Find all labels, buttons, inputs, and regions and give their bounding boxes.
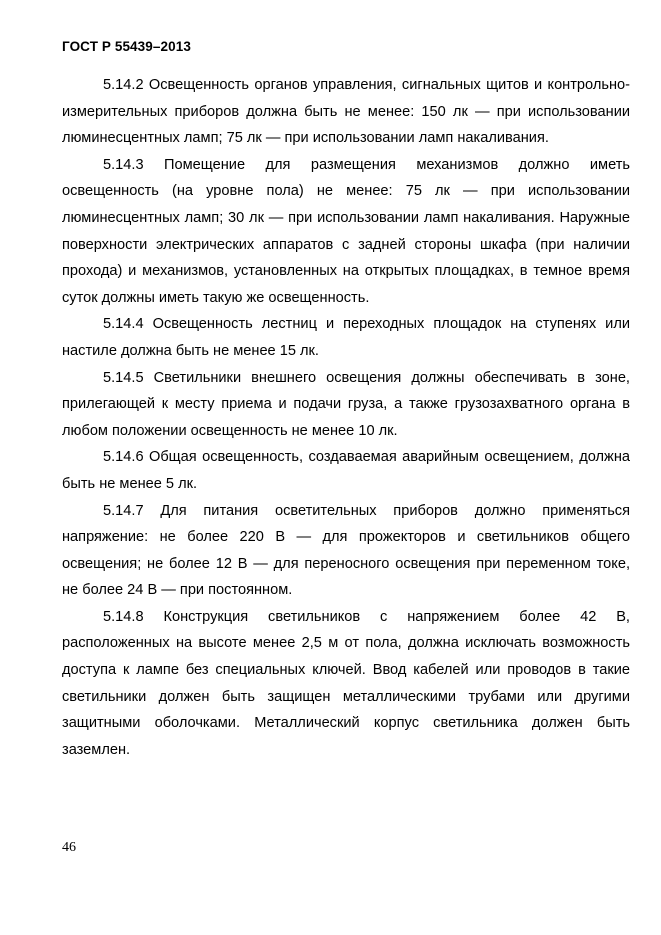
page-number: 46 xyxy=(62,840,76,855)
paragraph-5-14-5: 5.14.5 Светильники внешнего освещения должны обеспечивать в зоне, прилегающей к месту приема и подачи груза, а также грузозахватного органа в любом положении освещенность не менее 10 лк. xyxy=(62,369,630,439)
document-body xyxy=(62,72,630,763)
paragraph-5-14-7: 5.14.7 Для питания осветительных приборов должно применяться напряжение: не более 220 В — для прожекторов и светильников общего освещения; не более 12 В — для переносного освещения при переменном токе, не более 24 В — при постоянном. xyxy=(62,502,630,599)
document-header: ГОСТ Р 55439–2013 xyxy=(62,39,191,54)
paragraph-5-14-2: 5.14.2 Освещенность органов управления, сигнальных щитов и контрольно-измерительных приборов должна быть не менее: 150 лк — при использовании люминесцентных ламп; 75 лк — при использовании ламп накаливания. xyxy=(62,77,630,147)
paragraph-5-14-8: 5.14.8 Конструкция светильников с напряжением более 42 В, расположенных на высоте менее 2,5 м от пола, должна исключать возможность доступа к лампе без специальных ключей. Ввод кабелей или проводов в такие светильники должен быть защищен металлическими трубами или другими защитными оболочками. Металлический корпус светильника должен быть заземлен. xyxy=(62,608,630,758)
paragraph-5-14-4: 5.14.4 Освещенность лестниц и переходных площадок на ступенях или настиле должна быть не менее 15 лк. xyxy=(62,316,630,359)
paragraph-5-14-6: 5.14.6 Общая освещенность, создаваемая аварийным освещением, должна быть не менее 5 лк. xyxy=(62,449,630,492)
paragraph-5-14-3: 5.14.3 Помещение для размещения механизмов должно иметь освещенность (на уровне пола) не менее: 75 лк — при использовании люминесцентных ламп; 30 лк — при использовании ламп накаливания. Наружные поверхности электрических аппаратов с задней стороны шкафа (при наличии прохода) и механизмов, установленных на открытых площадках, в темное время суток должны иметь такую же освещенность. xyxy=(62,156,630,306)
